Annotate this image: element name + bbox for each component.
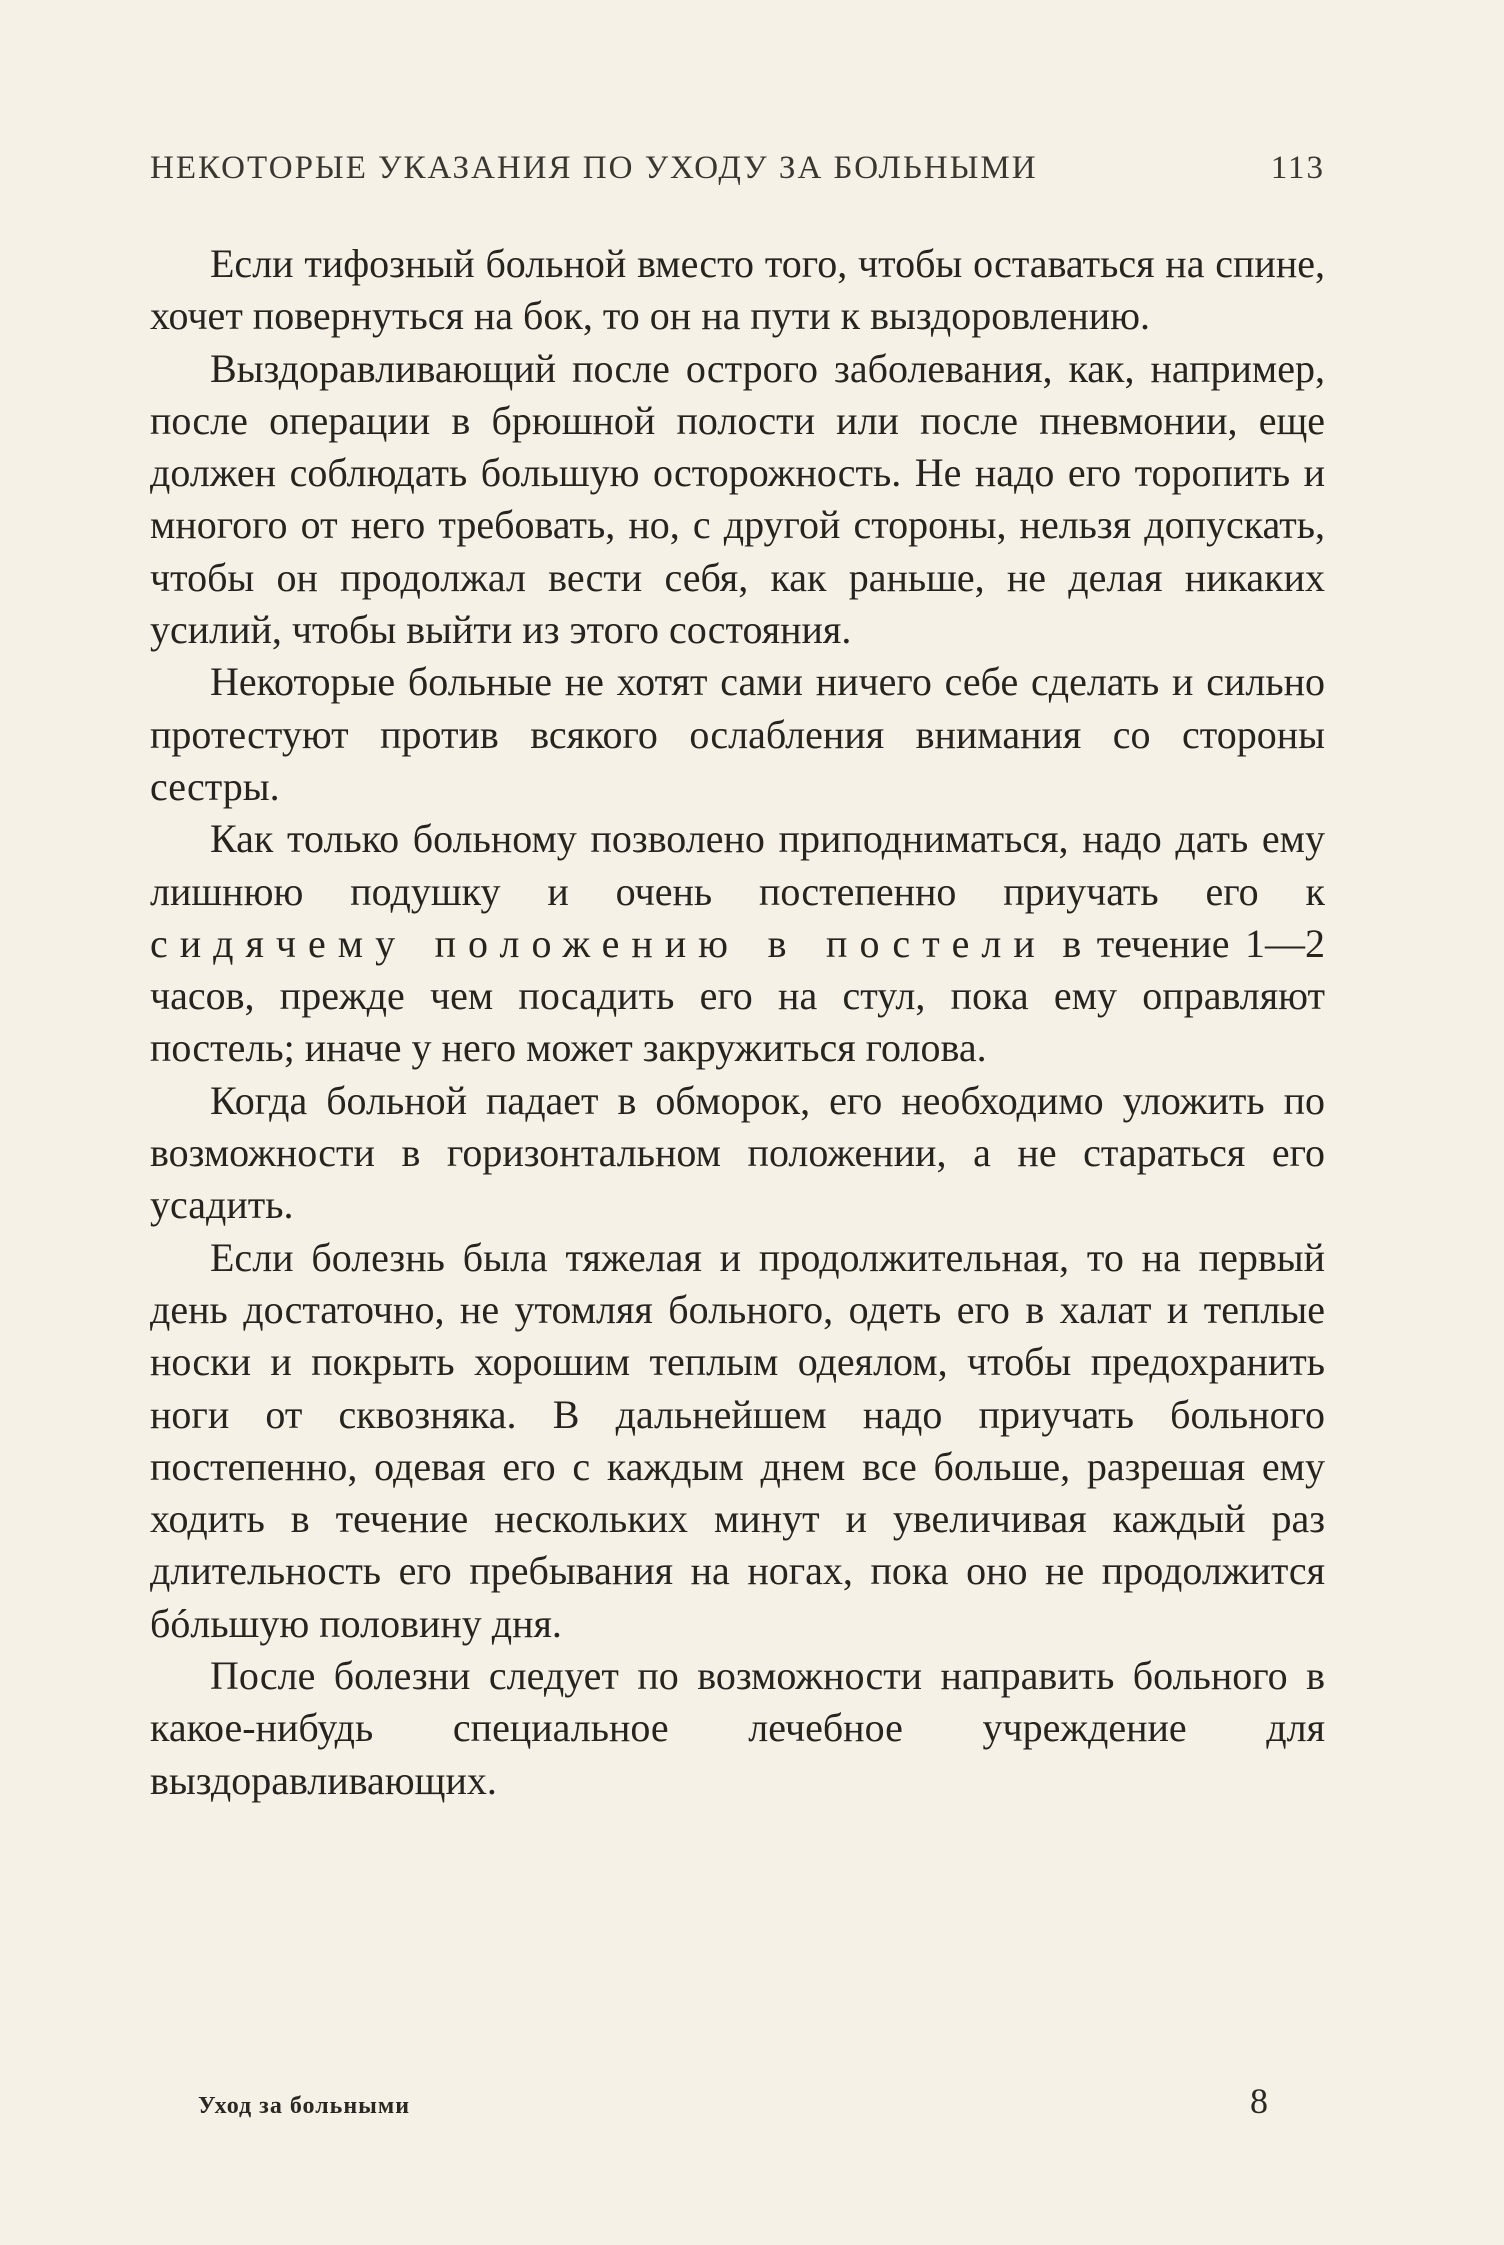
paragraph-7: После болезни следует по возможности направить больного в какое-нибудь специальное лечебное учреждение для выздоравливающих. — [150, 1653, 1325, 1803]
paragraph-5: Когда больной падает в обморок, его необходимо уложить по возможности в горизонтальном положении, а не стараться его усадить. — [150, 1077, 1325, 1228]
page-footer — [198, 2080, 1268, 2122]
paragraph-4-end: в течение 1—2 часов, прежде чем посадить его на стул, пока ему оправляют постель; иначе у него может закружиться голова. — [150, 920, 1326, 1071]
body-text — [150, 238, 1325, 1807]
page-number: 113 — [1270, 150, 1325, 186]
paragraph-1: Если тифозный больной вместо того, чтобы оставаться на спине, хочет повернуться на бок, то он на пути к выздоровлению. — [150, 241, 1325, 339]
running-header — [150, 150, 1325, 187]
signature-mark: Уход за больными — [198, 2093, 411, 2119]
running-title: НЕКОТОРЫЕ УКАЗАНИЯ ПО УХОДУ ЗА БОЛЬНЫМИ — [150, 150, 1038, 186]
emphasized-phrase: сидячему положению в постели — [150, 920, 1047, 966]
paragraph-3: Некоторые больные не хотят сами ничего себе сделать и сильно протестуют против всякого ослабления внимания со стороны сестры. — [150, 659, 1325, 809]
sheet-number: 8 — [1250, 2081, 1268, 2121]
paragraph-4 — [150, 813, 1325, 1074]
paragraph-2: Выздоравливающий после острого заболевания, как, например, после операции в брюшной полости или после пневмонии, еще должен соблюдать большую осторожность. Не надо его торопить и многого от него требовать, но, с другой стороны, нельзя допускать, чтобы он продолжал вести себя, как раньше, не делая никаких усилий, чтобы выйти из этого состояния. — [150, 345, 1325, 653]
paragraph-4-start: Как только больному позволено приподниматься, надо дать ему лишнюю подушку и очень постепенно приучать его к — [150, 816, 1325, 914]
paragraph-6: Если болезнь была тяжелая и продолжительная, то на первый день достаточно, не утомляя больного, одеть его в халат и теплые носки и покрыть хорошим теплым одеялом, чтобы предохранить ноги от сквозняка. В дальнейшем надо приучать больного постепенно, одевая его с каждым днем все больше, разрешая ему ходить в течение нескольких минут и увеличивая каждый раз длительность его пребывания на ногах, пока оно не продолжится бóльшую половину дня. — [150, 1234, 1325, 1646]
